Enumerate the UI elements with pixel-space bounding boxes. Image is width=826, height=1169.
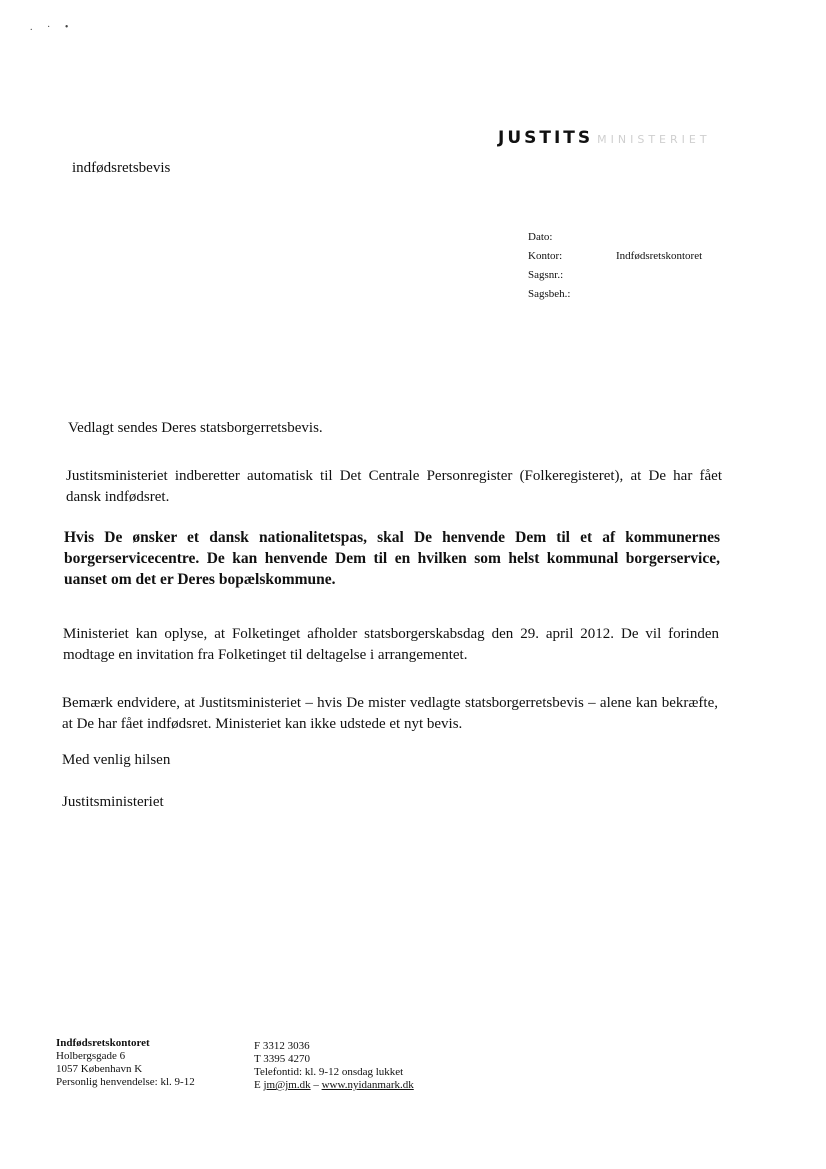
letter-meta <box>528 228 702 304</box>
email-prefix: E <box>254 1079 261 1091</box>
footer-contact <box>254 1040 414 1092</box>
closing-greeting: Med venlig hilsen <box>62 752 171 768</box>
footer-separator: – <box>313 1079 319 1091</box>
document-title: indfødsretsbevis <box>72 160 171 176</box>
scan-specks: . · • <box>30 22 75 33</box>
email-link[interactable]: jm@jm.dk <box>263 1079 311 1091</box>
kontor-label: Kontor: <box>528 250 563 262</box>
footer-phone-hours: Telefontid: kl. 9-12 onsdag lukket <box>254 1066 404 1078</box>
footer-fax: F 3312 3036 <box>254 1040 310 1052</box>
meta-row-dato <box>528 228 702 247</box>
paragraph-enclosed: Vedlagt sendes Deres statsborgerretsbevis. <box>68 420 323 436</box>
footer-street: Holbergsgade 6 <box>56 1050 126 1062</box>
paragraph-citizenship-day: Ministeriet kan oplyse, at Folketinget afholder statsborgerskabsdag den 29. april 2012. De vil forinden modtage en invitation fra Folketinget til deltagelse i arrangementet. <box>63 626 719 663</box>
logo-main-text: JUSTITS <box>498 128 594 148</box>
website-link[interactable]: www.nyidanmark.dk <box>321 1079 414 1091</box>
footer-org: Indfødsretskontoret <box>56 1037 150 1049</box>
signature: Justitsministeriet <box>62 794 164 810</box>
sagsbeh-label: Sagsbeh.: <box>528 288 571 300</box>
footer-phone: T 3395 4270 <box>254 1053 311 1065</box>
paragraph-passport: Hvis De ønsker et dansk nationalitetspas, skal De henvende Dem til et af kommunernes borgerservicecentre. De kan henvende Dem til en hvilken som helst kommunal borgerservice, uanset om det er Deres bopælskommune. <box>64 529 720 588</box>
meta-row-sagsnr <box>528 266 702 285</box>
kontor-value: Indfødsretskontoret <box>616 250 703 262</box>
logo-faded-text: MINISTERIET <box>597 133 711 146</box>
paragraph-lost-certificate: Bemærk endvidere, at Justitsministeriet – hvis De mister vedlagte statsborgerretsbevis – alene kan bekræfte, at De har fået indfødsret. Ministeriet kan ikke udstede et nyt bevis. <box>62 695 718 732</box>
ministry-logo <box>498 128 711 148</box>
meta-row-sagsbeh <box>528 285 702 304</box>
paragraph-registry: Justitsministeriet indberetter automatisk til Det Centrale Personregister (Folkeregisteret), at De har fået dansk indfødsret. <box>66 468 722 505</box>
sagsnr-label: Sagsnr.: <box>528 269 564 281</box>
footer-address <box>56 1037 195 1089</box>
dato-label: Dato: <box>528 231 553 243</box>
footer-city: 1057 København K <box>56 1063 143 1075</box>
footer-web-row <box>254 1079 414 1092</box>
footer-hours: Personlig henvendelse: kl. 9-12 <box>56 1076 195 1088</box>
meta-row-kontor <box>528 247 702 266</box>
